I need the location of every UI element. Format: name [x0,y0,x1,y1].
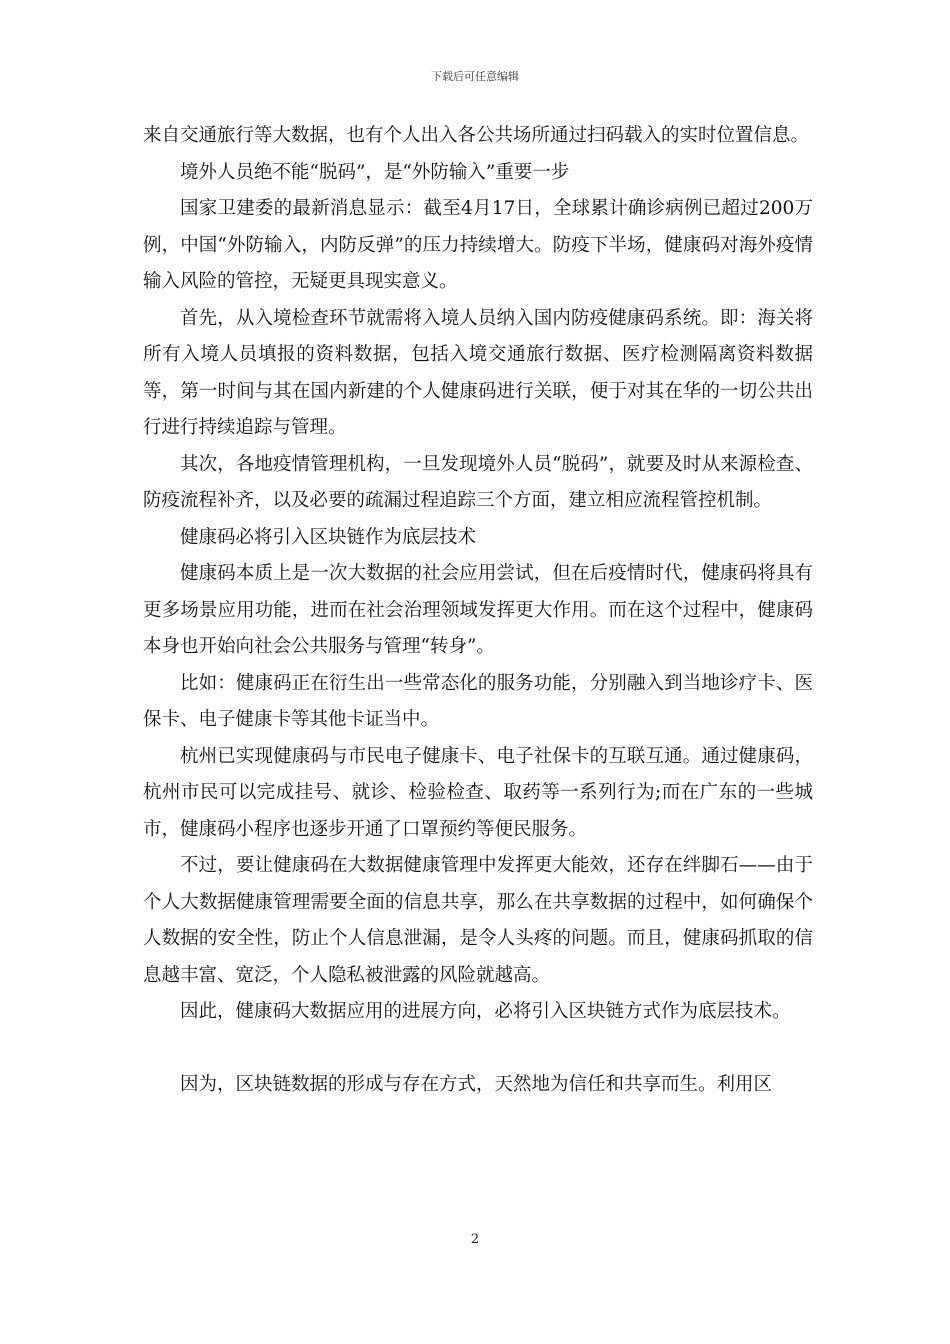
paragraph: 健康码本质上是一次大数据的社会应用尝试，但在后疫情时代，健康码将具有更多场景应用功能，进而在社会治理领域发挥更大作用。而在这个过程中，健康码本身也开始向社会公共服务与管理“转身”。 [143,563,813,657]
paragraph: 国家卫建委的最新消息显示：截至4月17日，全球累计确诊病例已超过200万例，中国“外防输入，内防反弹”的压力持续增大。防疫下半场，健康码对海外疫情输入风险的管控，无疑更具现实意义。 [143,198,813,292]
section-heading: 健康码必将引入区块链作为底层技术 [180,526,477,548]
body-text [143,118,813,1103]
paragraph: 因为，区块链数据的形成与存在方式，天然地为信任和共享而生。利用区 [180,1073,773,1095]
paragraph-continuation: 来自交通旅行等大数据，也有个人出入各公共场所通过扫码载入的实时位置信息。 [143,125,810,146]
paragraph: 杭州已实现健康码与市民电子健康卡、电子社保卡的互联互通。通过健康码，杭州市民可以完成挂号、就诊、检验检查、取药等一系列行为;而在广东的一些城市，健康码小程序也逐步开通了口罩预约等便民服务。 [143,745,813,840]
paragraph: 不过，要让健康码在大数据健康管理中发挥更大能效，还存在绊脚石——由于个人大数据健康管理需要全面的信息共享，那么在共享数据的过程中，如何确保个人数据的安全性，防止个人信息泄漏，是令人头疼的问题。而且，健康码抓取的信息越丰富、宽泛，个人隐私被泄露的风险就越高。 [143,855,813,986]
paragraph: 其次，各地疫情管理机构，一旦发现境外人员“脱码”，就要及时从来源检查、防疫流程补齐，以及必要的疏漏过程追踪三个方面，建立相应流程管控机制。 [143,453,813,511]
paragraph: 比如：健康码正在衍生出一些常态化的服务功能，分别融入到当地诊疗卡、医保卡、电子健康卡等其他卡证当中。 [143,672,813,730]
paragraph: 因此，健康码大数据应用的进展方向，必将引入区块链方式作为底层技术。 [180,1001,791,1022]
paragraph: 首先，从入境检查环节就需将入境人员纳入国内防疫健康码系统。即：海关将所有入境人员填报的资料数据，包括入境交通旅行数据、医疗检测隔离资料数据等，第一时间与其在国内新建的个人健康码进行关联，便于对其在华的一切公共出行进行持续追踪与管理。 [143,307,813,438]
page-header: 下载后可任意编辑 [431,70,519,83]
page-number: 2 [470,1232,480,1247]
section-heading: 境外人员绝不能“脱码”，是“外防输入”重要一步 [180,161,570,183]
